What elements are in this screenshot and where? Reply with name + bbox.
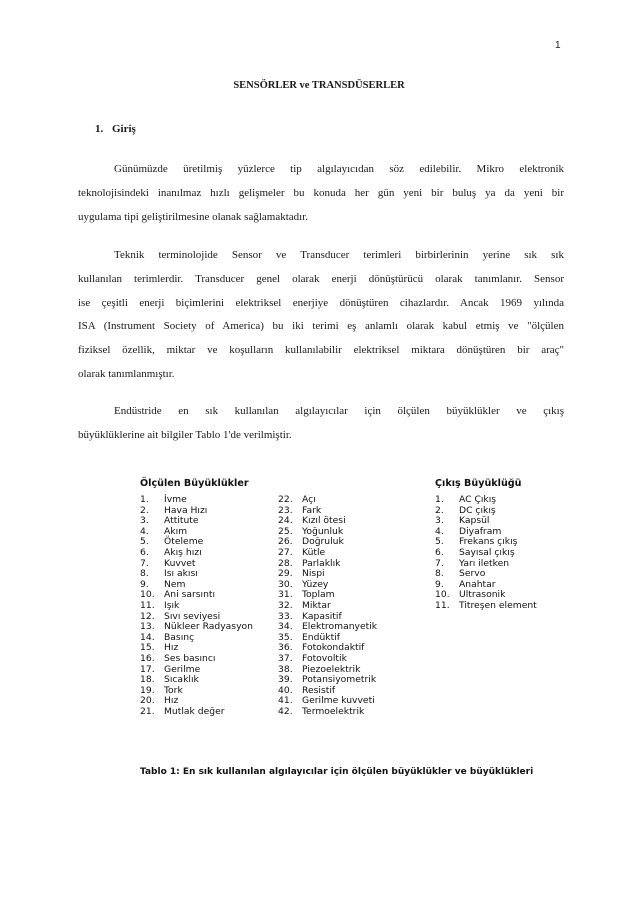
item-number: 6.: [435, 546, 444, 558]
item-number: 22.: [278, 494, 293, 505]
item-label: Resistif: [302, 684, 336, 696]
paragraph-line: büyüklüklerine ait bilgiler Tablo 1'de verilmiştir.: [78, 428, 292, 441]
list-item: [278, 707, 377, 718]
item-number: 35.: [278, 631, 293, 643]
item-label: Hava Hızı: [164, 504, 208, 516]
item-number: 8.: [140, 568, 149, 580]
item-number: 11.: [140, 599, 155, 611]
list-item: [435, 601, 537, 612]
item-number: 9.: [140, 578, 149, 590]
item-label: Sıvı seviyesi: [164, 610, 221, 622]
item-label: Kütle: [302, 546, 326, 558]
item-label: Endüktif: [302, 631, 340, 643]
document-title: SENSÖRLER ve TRANSDÜSERLER: [233, 80, 405, 91]
item-label: Yüzey: [302, 578, 329, 590]
paragraph-intro: [78, 158, 564, 229]
item-label: Termoelektrik: [302, 705, 365, 717]
item-number: 34.: [278, 621, 293, 633]
item-label: Anahtar: [459, 578, 496, 590]
item-label: Yarı iletken: [459, 557, 510, 569]
item-number: 6.: [140, 546, 149, 558]
paragraph-line: uygulama tipi geliştirilmesine olanak sağlamaktadır.: [78, 210, 309, 223]
item-number: 4.: [435, 525, 444, 537]
section-label: Giriş: [112, 123, 136, 135]
item-label: Fark: [302, 504, 322, 516]
item-label: Kapsül: [459, 515, 490, 527]
item-label: Toplam: [302, 589, 335, 601]
item-label: Isı akısı: [164, 568, 198, 580]
item-label: Gerilme kuvveti: [302, 695, 375, 707]
item-label: Kapasitif: [302, 610, 342, 622]
item-label: Frekans çıkış: [459, 536, 518, 548]
item-number: 19.: [140, 684, 155, 696]
item-number: 30.: [278, 578, 293, 590]
list-item: [140, 590, 253, 601]
item-number: 13.: [140, 621, 155, 633]
item-label: Titreşen element: [459, 599, 537, 611]
item-number: 4.: [140, 525, 149, 537]
item-number: 26.: [278, 536, 293, 548]
item-number: 40.: [278, 684, 293, 696]
list-item: [140, 686, 253, 697]
list-item: [278, 495, 377, 506]
item-number: 36.: [278, 642, 293, 654]
item-label: Parlaklık: [302, 557, 341, 569]
item-label: DC çıkış: [459, 504, 496, 516]
paragraph-terminology: [78, 244, 564, 387]
item-label: Kuvvet: [164, 557, 196, 569]
item-number: 3.: [435, 515, 444, 527]
item-label: Mutlak değer: [164, 705, 225, 717]
list-item: [140, 622, 253, 633]
item-label: Sıcaklık: [164, 674, 199, 686]
item-label: Öteleme: [164, 536, 204, 548]
list-item: [278, 559, 377, 570]
section-heading: [95, 123, 136, 135]
item-label: Hız: [164, 695, 179, 707]
item-number: 39.: [278, 674, 293, 686]
list-item: [140, 675, 253, 686]
output-column: [435, 478, 537, 612]
item-label: Ultrasonik: [459, 589, 506, 601]
item-label: Servo: [459, 568, 486, 580]
item-number: 28.: [278, 557, 293, 569]
table-caption: Tablo 1: En sık kullanılan algılayıcılar için ölçülen büyüklükler ve büyüklükleri: [140, 767, 534, 777]
item-label: Miktar: [302, 599, 331, 611]
item-number: 7.: [140, 557, 149, 569]
item-number: 42.: [278, 705, 293, 717]
item-number: 37.: [278, 652, 293, 664]
item-number: 14.: [140, 631, 155, 643]
item-label: Piezoelektrik: [302, 663, 361, 675]
item-label: Fotokondaktif: [302, 642, 365, 654]
item-label: Attitute: [164, 515, 199, 527]
list-item: [140, 633, 253, 644]
sensor-table: [130, 478, 550, 788]
paragraph-line: Günümüzde üretilmiş yüzlerce tip algılayıcıdan söz edilebilir. Mikro elektronik: [114, 163, 564, 175]
item-label: Doğruluk: [302, 536, 344, 548]
item-label: Ses basıncı: [164, 652, 216, 664]
item-number: 3.: [140, 515, 149, 527]
item-number: 8.: [435, 568, 444, 580]
page-number: 1: [555, 40, 561, 51]
item-label: İvme: [164, 494, 187, 505]
item-label: Hız: [164, 642, 179, 654]
item-number: 27.: [278, 546, 293, 558]
item-label: Nükleer Radyasyon: [164, 621, 253, 633]
item-number: 38.: [278, 663, 293, 675]
item-number: 23.: [278, 504, 293, 516]
item-number: 5.: [435, 536, 444, 548]
item-number: 5.: [140, 536, 149, 548]
paragraph-table-intro: [78, 400, 564, 448]
item-label: Kızıl ötesi: [302, 515, 346, 527]
paragraph-line: ISA (Instrument Society of America) bu iki terimi eş anlamlı olarak kabul etmiş ve "ölçülen: [78, 320, 564, 333]
item-number: 33.: [278, 610, 293, 622]
item-label: Elektromanyetik: [302, 621, 378, 633]
list-item: [140, 548, 253, 559]
list-item: [140, 707, 253, 718]
item-number: 1.: [140, 494, 149, 505]
item-label: Fotovoltik: [302, 652, 347, 664]
item-number: 2.: [140, 504, 149, 516]
item-number: 15.: [140, 642, 155, 654]
output-header: Çıkış Büyüklüğü: [435, 478, 522, 489]
list-item: [140, 569, 253, 580]
item-number: 29.: [278, 568, 293, 580]
paragraph-line: Endüstride en sık kullanılan algılayıcılar için ölçülen büyüklükler ve çıkış: [114, 405, 564, 417]
item-number: 17.: [140, 663, 155, 675]
item-label: Tork: [164, 684, 183, 696]
item-label: Diyafram: [459, 525, 502, 537]
item-label: Akış hızı: [164, 546, 202, 558]
item-label: Nem: [164, 578, 186, 590]
item-number: 32.: [278, 599, 293, 611]
section-number: 1.: [95, 123, 104, 135]
item-number: 10.: [435, 589, 450, 601]
item-label: Gerilme: [164, 663, 201, 675]
item-number: 16.: [140, 652, 155, 664]
item-number: 20.: [140, 695, 155, 707]
item-label: Ani sarsıntı: [164, 589, 216, 601]
item-label: Akım: [164, 525, 188, 537]
paragraph-line: Teknik terminolojide Sensor ve Transducer terimleri birbirlerinin yerine sık sık: [114, 249, 564, 261]
item-number: 21.: [140, 705, 155, 717]
item-number: 7.: [435, 557, 444, 569]
item-number: 31.: [278, 589, 293, 601]
item-label: Açı: [302, 494, 316, 505]
item-number: 2.: [435, 504, 444, 516]
item-number: 9.: [435, 578, 444, 590]
paragraph-line: ise çeşitli enerji biçimlerini elektriksel enerjiye dönüştüren cihazlardır. Ancak 1969 yılında: [78, 296, 564, 309]
item-number: 11.: [435, 599, 450, 611]
item-label: Yoğunluk: [302, 525, 344, 537]
item-label: Basınç: [164, 631, 195, 643]
item-number: 12.: [140, 610, 155, 622]
list-item: [278, 537, 377, 548]
item-number: 1.: [435, 494, 444, 505]
item-label: Potansiyometrik: [302, 674, 377, 686]
list-item: [435, 559, 537, 570]
measured-header: Ölçülen Büyüklükler: [140, 478, 249, 489]
item-number: 41.: [278, 695, 293, 707]
item-label: Nispi: [302, 568, 325, 580]
item-number: 18.: [140, 674, 155, 686]
paragraph-line: fiziksel özellik, miktar ve koşulların kullanılabilir elektriksel miktara dönüştüren bir araç": [78, 344, 564, 357]
measured-column-2: [278, 478, 377, 717]
item-number: 10.: [140, 589, 155, 601]
list-item: [140, 516, 253, 527]
item-number: 24.: [278, 515, 293, 527]
paragraph-line: olarak tanımlanmıştır.: [78, 367, 175, 380]
measured-column-1: [140, 478, 253, 717]
paragraph-line: kullanılan terimlerdir. Transducer genel olarak enerji dönüştürücü olarak tanımlanır. Sensor: [78, 272, 564, 285]
paragraph-line: teknolojisindeki inanılmaz hızlı gelişmeler bu konuda her gün yeni bir buluş ya da yeni bir: [78, 186, 564, 199]
item-label: Sayısal çıkış: [459, 546, 515, 558]
item-number: 25.: [278, 525, 293, 537]
item-label: AC Çıkış: [459, 494, 497, 505]
item-label: Işık: [164, 599, 180, 611]
